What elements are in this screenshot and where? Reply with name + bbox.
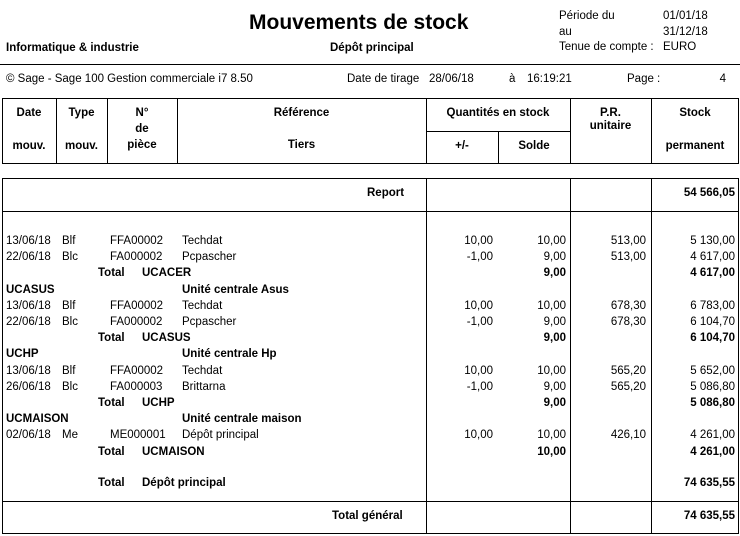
subtotal-row [0,267,740,283]
row-solde: 9,00 [543,380,566,393]
row-type: Blc [62,251,78,264]
row-stock: 5 652,00 [690,364,735,377]
subtotal-stock: 6 104,70 [690,332,735,345]
group-code: UCMAISON [6,413,69,426]
row-pr: 513,00 [610,235,646,247]
row-tiers: Dépôt principal [182,429,259,442]
group-desc: Unité centrale maison [182,413,302,426]
row-stock: 6 104,70 [690,316,735,328]
col-num-1: N° [135,107,149,119]
row-tiers: Pcpascher [182,316,237,328]
row-qty: -1,00 [466,251,493,264]
row-stock: 5 086,80 [690,380,735,393]
subtotal-stock: 4 617,00 [690,267,735,280]
table-row [0,365,740,381]
subtotal-label: Total [98,332,125,345]
subtotal-label: Total [98,445,125,458]
col-quantites: Quantités en stock [446,107,550,119]
row-type: Blc [62,316,78,328]
row-date: 22/06/18 [6,316,51,328]
row-type: Blf [62,299,76,312]
au-label: au [559,26,572,38]
col-pr-1: P.R. [600,107,621,119]
row-qty: 10,00 [464,299,493,312]
article-group-row [0,284,740,300]
col-date-2: mouv. [12,140,46,152]
table-row [0,300,740,316]
col-plus-minus: +/- [455,140,469,152]
table-row [0,316,740,332]
subtotal-code: UCASUS [142,332,191,345]
depot-name: Dépôt principal [330,42,414,54]
row-stock: 4 261,00 [690,429,735,442]
header-divider [0,64,740,65]
table-row [0,429,740,445]
subtotal-code: UCACER [142,267,192,280]
tirage-time: 16:19:21 [527,73,572,85]
row-solde: 9,00 [543,316,566,328]
row-type: Blc [62,380,78,393]
col-reference: Référence [273,107,330,119]
tenue-label: Tenue de compte : [559,41,654,53]
row-type: Blf [62,364,76,377]
group-desc: Unité centrale Hp [182,348,277,361]
row-tiers: Brittarna [182,380,226,393]
subtotal-row [0,332,740,348]
col-type-2: mouv. [64,140,98,152]
tirage-label: Date de tirage [347,73,420,85]
row-piece: FFA00002 [110,364,164,377]
subtotal-label: Total [98,397,125,409]
subtotal-stock: 4 261,00 [690,445,735,458]
report-title: Mouvements de stock [249,11,469,34]
row-date: 02/06/18 [6,429,51,442]
row-pr: 513,00 [610,251,646,264]
table-row [0,235,740,251]
depot-total-name: Dépôt principal [142,477,226,489]
periode-label: Période du [559,10,615,22]
row-qty: 10,00 [464,429,493,442]
row-solde: 10,00 [537,429,566,442]
row-tiers: Techdat [182,364,223,377]
subtotal-label: Total [98,267,125,280]
grand-total-label: Total général [332,510,403,522]
row-date: 22/06/18 [6,251,51,264]
row-solde: 9,00 [543,251,566,264]
row-piece: FA000002 [110,251,163,264]
row-piece: FFA00002 [110,235,164,247]
depot-total-label: Total [98,477,125,489]
grand-total-stock: 74 635,55 [683,510,735,522]
row-qty: -1,00 [466,316,493,328]
col-stock-2: permanent [665,140,725,152]
depot-total-stock: 74 635,55 [683,477,735,489]
table-row [0,381,740,397]
article-group-row [0,413,740,429]
row-pr: 565,20 [610,364,646,377]
col-date-1: Date [16,107,42,119]
row-pr: 426,10 [610,429,646,442]
tirage-date: 28/06/18 [429,73,474,85]
page-label: Page : [627,73,661,85]
row-solde: 10,00 [537,364,566,377]
col-stock-1: Stock [679,107,711,119]
row-tiers: Techdat [182,235,223,247]
row-piece: FA000003 [110,380,163,393]
row-date: 13/06/18 [6,364,51,377]
periode-from: 01/01/18 [663,10,708,22]
row-pr: 678,30 [610,299,646,312]
row-type: Me [62,429,78,442]
group-code: UCASUS [6,283,55,296]
row-qty: -1,00 [466,380,493,393]
subtotal-code: UCHP [142,397,175,409]
row-stock: 6 783,00 [690,299,735,312]
row-tiers: Pcpascher [182,251,237,264]
subtotal-solde: 9,00 [543,332,566,345]
group-desc: Unité centrale Asus [182,283,289,296]
subtotal-solde: 9,00 [543,397,566,409]
col-pr-2: unitaire [589,120,632,132]
row-date: 26/06/18 [6,380,51,393]
a-label: à [509,73,516,85]
row-tiers: Techdat [182,299,223,312]
page-number: 4 [719,73,726,85]
group-code: UCHP [6,348,39,361]
periode-to: 31/12/18 [663,26,708,38]
row-piece: FA000002 [110,316,163,328]
row-stock: 4 617,00 [690,251,735,264]
col-num-3: pièce [127,139,157,151]
col-num-2: de [135,123,149,135]
col-tiers: Tiers [287,139,316,151]
col-type-1: Type [68,107,95,119]
subtotal-solde: 9,00 [543,267,566,280]
subtotal-code: UCMAISON [142,445,205,458]
row-solde: 10,00 [537,235,566,247]
subtotal-row [0,446,740,462]
row-pr: 565,20 [610,380,646,393]
report-value: 54 566,05 [683,187,735,199]
col-solde: Solde [518,140,550,152]
row-stock: 5 130,00 [690,235,735,247]
row-piece: ME000001 [110,429,166,442]
report-label: Report [367,187,405,199]
company-name: Informatique & industrie [6,42,139,54]
tenue-value: EURO [663,41,697,53]
row-pr: 678,30 [610,316,646,328]
row-piece: FFA00002 [110,299,164,312]
software-info: © Sage - Sage 100 Gestion commerciale i7 8.50 [6,73,253,85]
row-type: Blf [62,235,76,247]
subtotal-row [0,397,740,413]
subtotal-solde: 10,00 [537,445,566,458]
row-date: 13/06/18 [6,235,51,247]
row-solde: 10,00 [537,299,566,312]
subtotal-stock: 5 086,80 [690,397,735,409]
row-qty: 10,00 [464,235,493,247]
article-group-row [0,348,740,364]
row-date: 13/06/18 [6,299,51,312]
row-qty: 10,00 [464,364,493,377]
table-row [0,251,740,267]
